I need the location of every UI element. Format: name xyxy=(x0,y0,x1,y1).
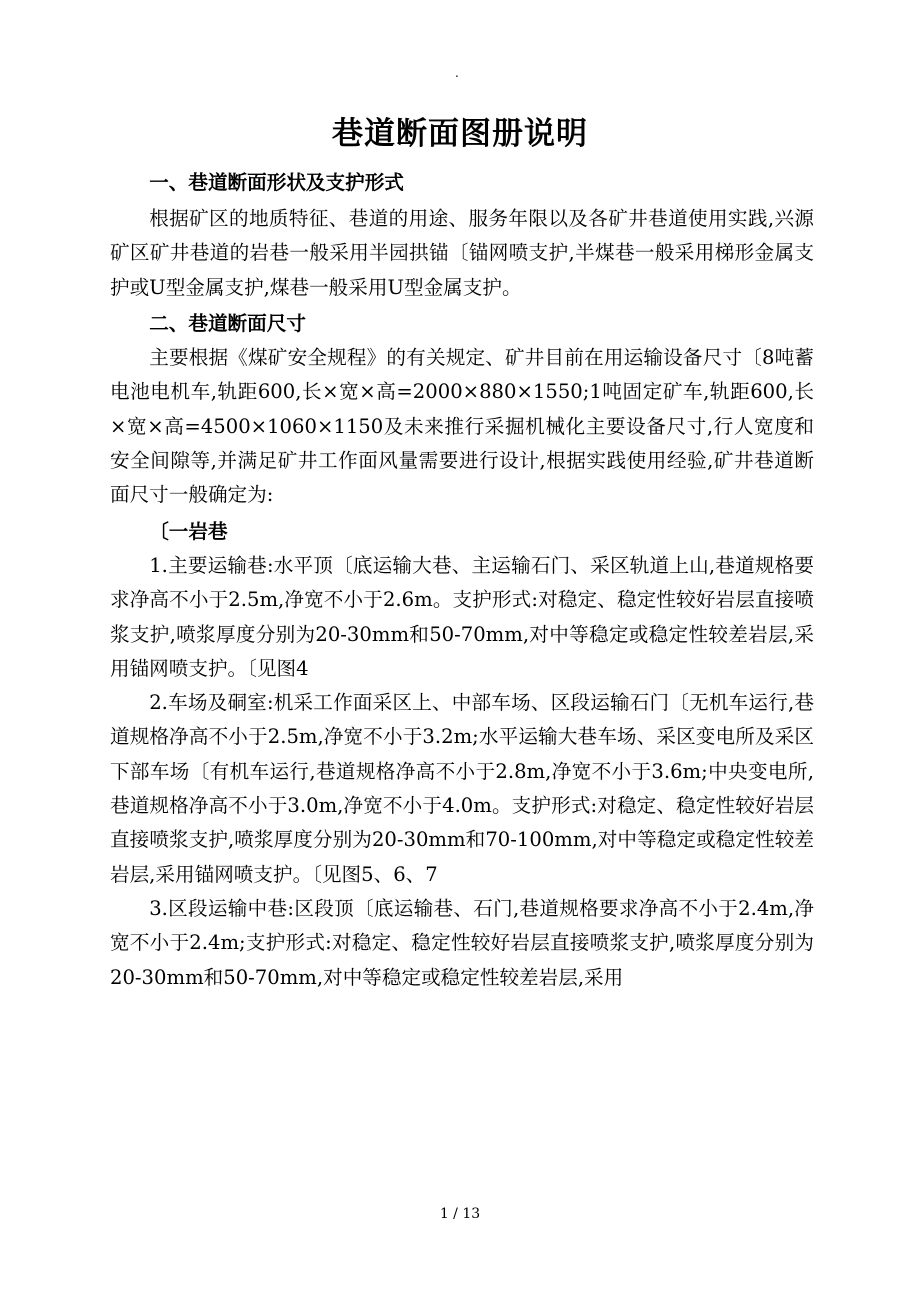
list-item-2: 2.车场及硐室:机采工作面采区上、中部车场、区段运输石门〔无机车运行,巷道规格净高不小于2.5m,净宽不小于3.2m;水平运输大巷车场、采区变电所及采区下部车场〔有机车运行,巷道规格净高不小于2.8m,净宽不小于3.6m;中央变电所,巷道规格净高不小于3.0m,净宽不小于4.0m。支护形式:对稳定、稳定性较好岩层直接喷浆支护,喷浆厚度分别为20-30mm和70-100mm,对中等稳定或稳定性较差岩层,采用锚网喷支护。〔见图5、6、7 xyxy=(110,691,814,886)
section-heading-1: 一、巷道断面形状及支护形式 xyxy=(149,171,404,194)
list-item-1: 1.主要运输巷:水平顶〔底运输大巷、主运输石门、采区轨道上山,巷道规格要求净高不小于2.5m,净宽不小于2.6m。支护形式:对稳定、稳定性较好岩层直接喷浆支护,喷浆厚度分别为20-30mm和50-70mm,对中等稳定或稳定性较差岩层,采用锚网喷支护。〔见图4 xyxy=(110,553,814,680)
header-mark: . xyxy=(455,66,459,80)
section-heading-2: 二、巷道断面尺寸 xyxy=(149,311,306,335)
list-item-3: 3.区段运输中巷:区段顶〔底运输巷、石门,巷道规格要求净高不小于2.4m,净宽不小于2.4m;支护形式:对稳定、稳定性较好岩层直接喷浆支护,喷浆厚度分别为20-30mm和50-70mm,对中等稳定或稳定性较差岩层,采用 xyxy=(110,896,814,989)
section-1-paragraph: 根据矿区的地质特征、巷道的用途、服务年限以及各矿井巷道使用实践,兴源矿区矿井巷道的岩巷一般采用半园拱锚〔锚网喷支护,半煤巷一般采用梯形金属支护或U型金属支护,煤巷一般采用U型金属支护。 xyxy=(110,207,814,299)
document-body xyxy=(110,166,814,995)
document-title: 巷道断面图册说明 xyxy=(332,116,588,152)
section-2-paragraph: 主要根据《煤矿安全规程》的有关规定、矿井目前在用运输设备尺寸〔8吨蓄电池电机车,轨距600,长×宽×高=2000×880×1550;1吨固定矿车,轨距600,长×宽×高=4500×1060×1150及未来推行采掘机械化主要设备尺寸,行人宽度和安全间隙等,并满足矿井工作面风量需要进行设计,根据实践使用经验,矿井巷道断面尺寸一般确定为: xyxy=(110,346,814,507)
subsection-heading-rock-roadway: 〔一岩巷 xyxy=(149,519,228,543)
page-number: 1 / 13 xyxy=(439,1206,481,1222)
